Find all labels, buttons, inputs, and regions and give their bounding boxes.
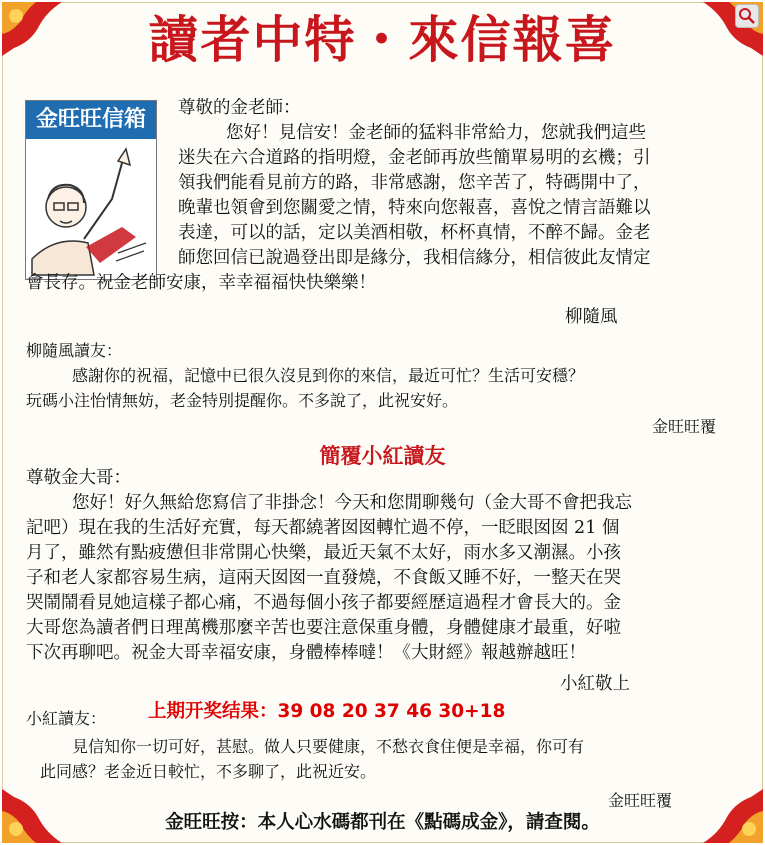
reply1-line: 感謝你的祝福，記憶中已很久沒見到你的來信，最近可忙？生活可安穩？ [72, 366, 585, 385]
letter2-line: 大哥您為讀者們日理萬機那麼辛苦也要注意保重身體，身體健康才最重，好啦 [26, 618, 621, 638]
letter2-signature: 小紅敬上 [560, 674, 630, 694]
letter2-line: 記吧）現在我的生活好充實，每天都繞著囡囡轉忙過不停，一眨眼囡囡 21 個 [26, 518, 620, 538]
logo-label: 金旺旺信箱 [26, 101, 156, 139]
section-subtitle: 簡覆小紅讀友 [319, 443, 446, 468]
reply2-line: 見信知你一切可好，甚慰。做人只要健康，不愁衣食住便是幸福，你可有 [72, 737, 585, 756]
letter2-line: 哭鬧鬧看見她這樣子都心痛，不過每個小孩子都要經歷這過程才會長大的。金 [26, 593, 621, 613]
letter1-line: 您好！見信安！金老師的猛料非常給力，您就我們這些 [226, 123, 646, 143]
teacher-illustration [26, 139, 154, 277]
reply1-signature: 金旺旺覆 [652, 417, 717, 436]
page-title: 讀者中特・來信報喜 [148, 10, 617, 69]
logo-box [25, 100, 157, 280]
reply2-line: 此同感？老金近日較忙，不多聊了，此祝近安。 [40, 762, 377, 781]
lottery-result: 上期开奖结果：39 08 20 37 46 30+18 [148, 701, 506, 722]
letter1-signature: 柳隨風 [565, 307, 618, 327]
letter1-line: 領我們能看見前方的路，非常感謝，您辛苦了，特碼開中了， [178, 173, 651, 193]
letter1-line: 迷失在六合道路的指明燈，金老師再放些簡單易明的玄機；引 [178, 148, 651, 168]
letter1-line: 表達，可以的話，定以美酒相敬，杯杯真情，不醉不歸。金老 [178, 223, 651, 243]
letter2-line: 月了，雖然有點疲憊但非常開心快樂，最近天氣不太好，雨水多又潮濕。小孩 [26, 543, 621, 563]
letter1-salutation: 尊敬的金老師： [178, 98, 301, 118]
letter2-line: 下次再聊吧。祝金大哥幸福安康，身體棒棒噠！《大財經》報越辦越旺！ [26, 643, 586, 663]
letter1-line: 晚輩也領會到您關愛之情，特來向您報喜，喜悅之情言語難以 [178, 198, 651, 218]
reply2-salutation: 小紅讀友： [26, 709, 107, 728]
letter1-line: 會長存。祝金老師安康，幸幸福福快快樂樂！ [26, 273, 376, 293]
reply1-salutation: 柳隨風讀友： [26, 341, 123, 360]
letter2-line: 子和老人家都容易生病，這兩天囡囡一直發燒，不食飯又睡不好，一整天在哭 [26, 568, 621, 588]
letter2-line: 您好！好久無給您寫信了非掛念！今天和您閒聊幾句（金大哥不會把我忘 [72, 493, 632, 513]
letter2-salutation: 尊敬金大哥： [26, 468, 131, 488]
reply1-line: 玩碼小注怡情無妨，老金特別提醒你。不多說了，此祝安好。 [26, 391, 459, 410]
reply2-signature: 金旺旺覆 [608, 791, 673, 810]
letter1-line: 師您回信已說過登出即是緣分，我相信緣分，相信彼此友情定 [178, 248, 651, 268]
footer-note: 金旺旺按：本人心水碼都刊在《點碼成金》，請查閱。 [165, 812, 600, 833]
